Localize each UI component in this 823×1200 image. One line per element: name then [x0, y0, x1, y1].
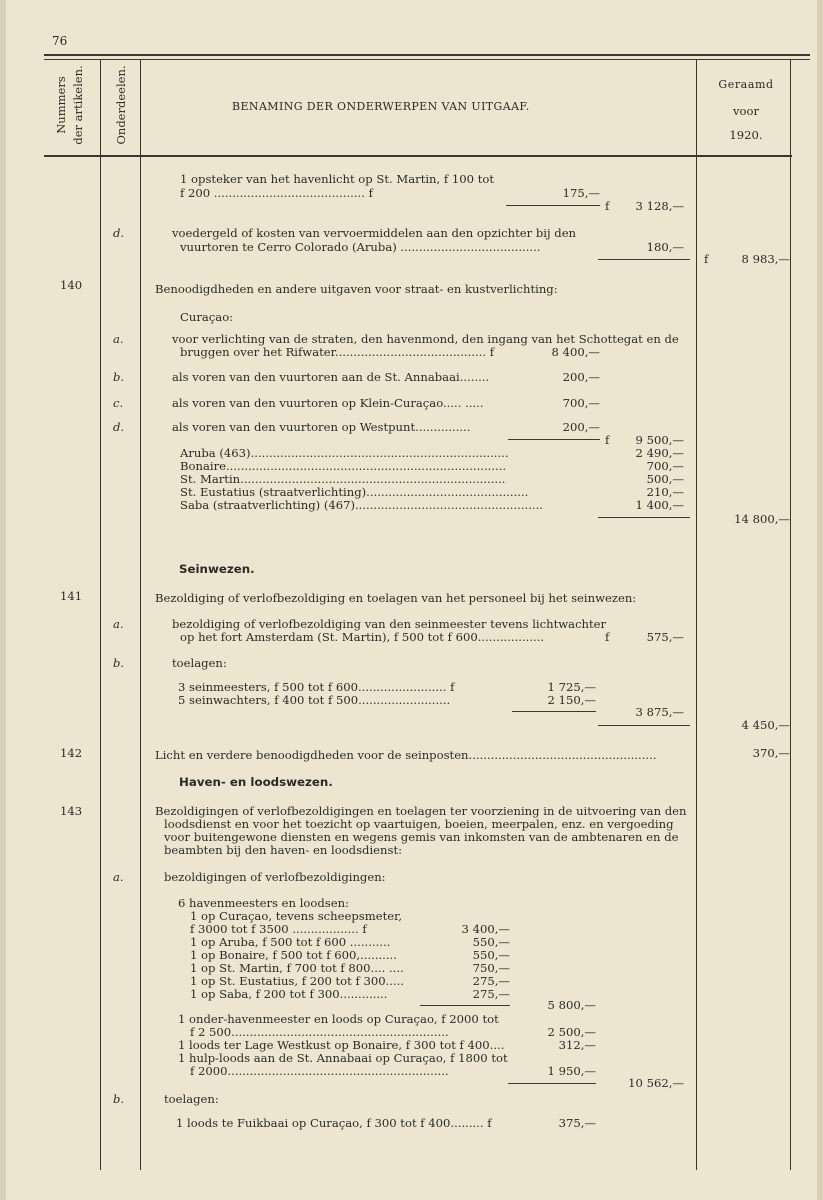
- sum-rule: [598, 725, 690, 726]
- amount: 700,—: [562, 396, 600, 410]
- article-number: 142: [60, 746, 83, 760]
- amount: 2 500,—: [547, 1025, 596, 1039]
- sum-rule: [598, 517, 690, 518]
- text-line: f 2 500...........................................................: [190, 1025, 449, 1039]
- col-divider-3: [696, 60, 697, 1170]
- total-amount: 370,—: [752, 746, 790, 760]
- header-year: 1920.: [729, 128, 763, 142]
- amount: 180,—: [646, 240, 684, 254]
- amount: 375,—: [558, 1116, 596, 1130]
- amount: 550,—: [472, 948, 510, 962]
- article-number: 140: [60, 278, 83, 292]
- total-amount: 14 800,—: [734, 512, 790, 526]
- currency-f: f: [605, 199, 610, 213]
- article-text: Benoodigdheden en andere uitgaven voor straat- en kustverlichting:: [155, 282, 558, 296]
- header-rule: [44, 155, 792, 157]
- text-line: toelagen:: [172, 656, 227, 670]
- text-line: als voren van den vuurtoren aan de St. Annabaai........: [172, 370, 490, 384]
- header-col-artikelen: der artikelen.: [71, 65, 85, 145]
- amount: 275,—: [472, 974, 510, 988]
- header-title: BENAMING DER ONDERWERPEN VAN UITGAAF.: [232, 100, 530, 113]
- item-label: b.: [113, 1092, 125, 1106]
- amount: 10 562,—: [628, 1076, 684, 1090]
- text-line: voor verlichting van de straten, den havenmond, den ingang van het Schottegat en de: [172, 332, 679, 346]
- article-text: Licht en verdere benoodigdheden voor de seinposten...................................................: [155, 748, 657, 762]
- amount: 750,—: [472, 961, 510, 975]
- amount: 1 400,—: [635, 498, 684, 512]
- item-label: d.: [113, 420, 125, 434]
- header-col-nummers: Nummers: [54, 76, 68, 134]
- text-line: als voren van den vuurtoren op Westpunt...............: [172, 420, 471, 434]
- amount: 3 128,—: [635, 199, 684, 213]
- amount: 2 490,—: [635, 446, 684, 460]
- text-line: Aruba (463)......................................................................: [180, 446, 509, 460]
- sum-rule: [420, 1005, 510, 1006]
- article-number: 141: [60, 589, 83, 603]
- text-line: f 3000 tot f 3500 .................. f: [190, 922, 367, 936]
- article-text: beambten bij den haven- en loodsdienst:: [164, 843, 403, 857]
- top-rule: [44, 54, 810, 56]
- amount: 200,—: [562, 420, 600, 434]
- item-label: a.: [113, 870, 124, 884]
- article-text: voor buitengewone diensten en wegens gemis van inkomsten van de ambtenaren en de: [164, 830, 679, 844]
- amount: 9 500,—: [635, 433, 684, 447]
- amount: 3 875,—: [635, 705, 684, 719]
- amount: 210,—: [646, 485, 684, 499]
- col-divider-2: [140, 60, 141, 1170]
- article-number: 143: [60, 804, 83, 818]
- text-line: bruggen over het Rifwater......................................... f: [180, 345, 495, 359]
- amount: 5 800,—: [547, 998, 596, 1012]
- item-label: b.: [113, 656, 125, 670]
- total-amount: 8 983,—: [741, 252, 790, 266]
- item-label: b.: [113, 370, 125, 384]
- text-line: 1 op St. Martin, f 700 tot f 800.... ....: [190, 961, 404, 975]
- text-line: 6 havenmeesters en loodsen:: [178, 896, 349, 910]
- text-line: 1 op Saba, f 200 tot f 300.............: [190, 987, 388, 1001]
- text-line: Saba (straatverlichting) (467)...................................................: [180, 498, 543, 512]
- text-line: Curaçao:: [180, 310, 234, 324]
- paper-edge-left: [0, 0, 6, 1200]
- text-line: bezoldigingen of verlofbezoldigingen:: [164, 870, 386, 884]
- amount: 3 400,—: [461, 922, 510, 936]
- amount: 500,—: [646, 472, 684, 486]
- currency-f: f: [704, 252, 709, 266]
- text-line: 1 loods ter Lage Westkust op Bonaire, f 300 tot f 400....: [178, 1038, 505, 1052]
- amount: 312,—: [558, 1038, 596, 1052]
- text-line: 1 onder-havenmeester en loods op Curaçao, f 2000 tot: [178, 1012, 499, 1026]
- amount: 1 725,—: [547, 680, 596, 694]
- item-label: d.: [113, 226, 125, 240]
- header-col-onderdeelen: Onderdeelen.: [114, 65, 128, 145]
- amount: 550,—: [472, 935, 510, 949]
- paper-edge-right: [817, 0, 823, 1200]
- amount: 575,—: [646, 630, 684, 644]
- item-label: c.: [113, 396, 124, 410]
- amount: 2 150,—: [547, 693, 596, 707]
- sum-rule: [506, 205, 600, 206]
- sum-rule: [508, 439, 600, 440]
- item-label: a.: [113, 617, 124, 631]
- sum-rule: [512, 711, 596, 712]
- currency-f: f: [605, 433, 610, 447]
- text-line: 1 op St. Eustatius, f 200 tot f 300.....: [190, 974, 405, 988]
- page-number: 76: [52, 34, 68, 48]
- text-line: f 2000............................................................: [190, 1064, 449, 1078]
- article-text: Bezoldigingen of verlofbezoldigingen en toelagen ter voorziening in de uitvoering van den: [155, 804, 687, 818]
- amount: 200,—: [562, 370, 600, 384]
- text-line: 1 hulp-loods aan de St. Annabaai op Curaçao, f 1800 tot: [178, 1051, 508, 1065]
- amount: 175,—: [562, 186, 600, 200]
- sum-rule: [508, 1083, 596, 1084]
- article-text: Bezoldiging of verlofbezoldiging en toelagen van het personeel bij het seinwezen:: [155, 591, 637, 605]
- text-line: St. Eustatius (straatverlichting)............................................: [180, 485, 529, 499]
- header-geraamd: Geraamd: [718, 78, 774, 91]
- text-line: bezoldiging of verlofbezoldiging van den seinmeester tevens lichtwachter: [172, 617, 607, 631]
- text-line: 1 op Curaçao, tevens scheepsmeter,: [190, 909, 403, 923]
- currency-f: f: [605, 630, 610, 644]
- text-line: 1 loods te Fuikbaai op Curaçao, f 300 tot f 400......... f: [176, 1116, 492, 1130]
- section-heading: Seinwezen.: [179, 562, 255, 576]
- text-line: 1 op Bonaire, f 500 tot f 600,..........: [190, 948, 397, 962]
- text-line: 3 seinmeesters, f 500 tot f 600........................ f: [178, 680, 455, 694]
- text-line: St. Martin........................................................................: [180, 472, 506, 486]
- item-label: a.: [113, 332, 124, 346]
- col-divider-4: [790, 60, 791, 1170]
- amount: 1 950,—: [547, 1064, 596, 1078]
- text-line: als voren van den vuurtoren op Klein-Curaçao..... .....: [172, 396, 484, 410]
- text-line: vuurtoren te Cerro Colorado (Aruba) ......................................: [180, 240, 541, 254]
- text-line: f 200 ......................................... f: [180, 186, 373, 200]
- text-line: 1 opsteker van het havenlicht op St. Martin, f 100 tot: [180, 172, 494, 186]
- section-heading: Haven- en loodswezen.: [179, 775, 333, 789]
- text-line: toelagen:: [164, 1092, 219, 1106]
- col-divider-1: [100, 60, 101, 1170]
- text-line: 1 op Aruba, f 500 tot f 600 ...........: [190, 935, 391, 949]
- amount: 8 400,—: [551, 345, 600, 359]
- article-text: loodsdienst en voor het toezicht op vaartuigen, boeien, meerpalen, enz. en vergoeding: [164, 817, 674, 831]
- text-line: voedergeld of kosten van vervoermiddelen aan den opzichter bij den: [172, 226, 577, 240]
- sum-rule: [598, 259, 690, 260]
- text-line: Bonaire............................................................................: [180, 459, 507, 473]
- amount: 275,—: [472, 987, 510, 1001]
- header-voor: voor: [732, 104, 760, 118]
- amount: 700,—: [646, 459, 684, 473]
- text-line: op het fort Amsterdam (St. Martin), f 500 tot f 600..................: [180, 630, 545, 644]
- total-amount: 4 450,—: [741, 718, 790, 732]
- text-line: 5 seinwachters, f 400 tot f 500.........................: [178, 693, 451, 707]
